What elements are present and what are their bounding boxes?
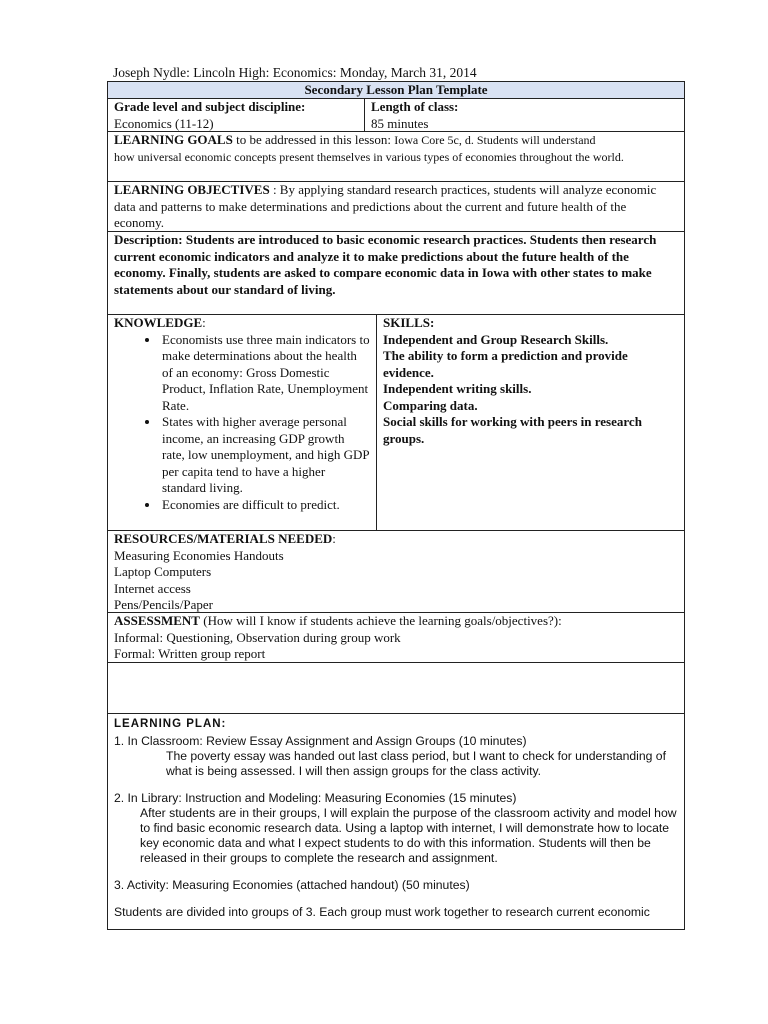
goals-text-2: how universal economic concepts present themselves in various types of economies throughout the world.: [114, 149, 624, 164]
knowledge-cell: KNOWLEDGE: • Economists use three main indicators to make determinations about the health of an economy: Gross Domestic Product, Inflation Rate, Unemployment Rate. • States with higher average personal income, an increasing GDP growth rate, low unemployment, and high GDP per capita tend to have a higher standard living. • Economies are difficult to predict.: [108, 315, 376, 530]
resources-label: RESOURCES/MATERIALS NEEDED: [114, 531, 333, 546]
plan-label: LEARNING PLAN:: [114, 718, 227, 730]
grade-value: Economics (11-12): [114, 115, 214, 131]
knowledge-skills-row: [108, 314, 684, 530]
objectives-label: LEARNING OBJECTIVES: [114, 182, 270, 197]
resource-item: Internet access: [114, 580, 191, 596]
length-label: Length of class:: [371, 99, 459, 114]
learning-goals-row: [108, 131, 684, 181]
assessment-informal: Informal: Questioning, Observation during group work: [114, 629, 401, 645]
length-cell: [364, 99, 684, 131]
skills-label: SKILLS:: [383, 315, 435, 330]
knowledge-list: [114, 332, 370, 514]
knowledge-item: • Economies are difficult to predict.: [160, 497, 370, 514]
resources-row: RESOURCES/MATERIALS NEEDED: Measuring Economies Handouts Laptop Computers Internet access Pens/Pencils/Paper: [108, 530, 684, 612]
learning-objectives-row: [108, 181, 684, 231]
skills-item: The ability to form a prediction and provide evidence.: [383, 348, 628, 380]
grade-length-row: [108, 98, 684, 131]
skills-cell: [376, 315, 684, 530]
goals-intro: to be addressed in this lesson:: [232, 132, 395, 147]
length-value: 85 minutes: [371, 115, 429, 131]
grade-label: Grade level and subject discipline:: [114, 99, 306, 114]
resource-item: Laptop Computers: [114, 564, 212, 579]
plan-step-3-title: 3. Activity: Measuring Economies (attached handout) (50 minutes): [114, 878, 470, 892]
plan-step-1-text: The poverty essay was handed out last class period, but I want to check for understanding of what is being assessed. I will then assign groups for the class activity.: [166, 749, 666, 778]
resource-item: Pens/Pencils/Paper: [114, 597, 213, 612]
resource-item: Measuring Economies Handouts: [114, 547, 284, 563]
assessment-label: ASSESSMENT: [114, 613, 200, 628]
plan-step-1-title: 1. In Classroom: Review Essay Assignment and Assign Groups (10 minutes): [114, 734, 527, 748]
skills-item: Independent writing skills.: [383, 381, 532, 396]
template-title: Secondary Lesson Plan Template: [108, 82, 684, 98]
grade-cell: [108, 99, 364, 131]
goals-text-1: Iowa Core 5c, d. Students will understand: [394, 133, 596, 147]
assessment-formal: Formal: Written group report: [114, 646, 266, 661]
lesson-plan-table: [107, 81, 685, 930]
skills-item: Independent and Group Research Skills.: [383, 331, 609, 347]
document-header: Joseph Nydle: Lincoln High: Economics: Monday, March 31, 2014: [113, 65, 477, 80]
goals-label: LEARNING GOALS: [114, 132, 233, 147]
plan-step-2-text: After students are in their groups, I will explain the purpose of the classroom activity and model how to find basic economic research data. Using a laptop with internet, I will demonstrate how to locate key economic data and what I expect students to do with this information. Students will then be released in their groups to complete the research and assignment.: [140, 806, 677, 865]
skills-item: Comparing data.: [383, 397, 478, 413]
plan-step-3-text: Students are divided into groups of 3. Each group must work together to research current economic: [114, 905, 650, 919]
knowledge-item: • Economists use three main indicators to make determinations about the health of an economy: Gross Domestic Product, Inflation Rate, Unemployment Rate.: [160, 332, 370, 415]
objectives-text: : By applying standard research practices, students will analyze economic data and patterns to make determinations and predictions about the current and future health of the economy.: [114, 182, 657, 230]
assessment-intro: (How will I know if students achieve the learning goals/objectives?):: [199, 613, 562, 628]
learning-plan-row: [108, 713, 684, 929]
empty-row: [108, 662, 684, 713]
assessment-row: [108, 612, 684, 662]
knowledge-label: KNOWLEDGE: [114, 315, 203, 330]
skills-item: Social skills for working with peers in research groups.: [383, 414, 642, 446]
description-row: Description: Students are introduced to basic economic research practices. Students then research current economic indicators and analyze it to make predictions about the future health of the economy. Finally, students are asked to compare economic data in Iowa with other states to make statements about our standard of living.: [108, 231, 684, 314]
knowledge-item: • States with higher average personal income, an increasing GDP growth rate, low unemployment, and high GDP per capita tend to have a higher standard living.: [160, 414, 370, 497]
plan-step-2-title: 2. In Library: Instruction and Modeling: Measuring Economies (15 minutes): [114, 791, 517, 805]
